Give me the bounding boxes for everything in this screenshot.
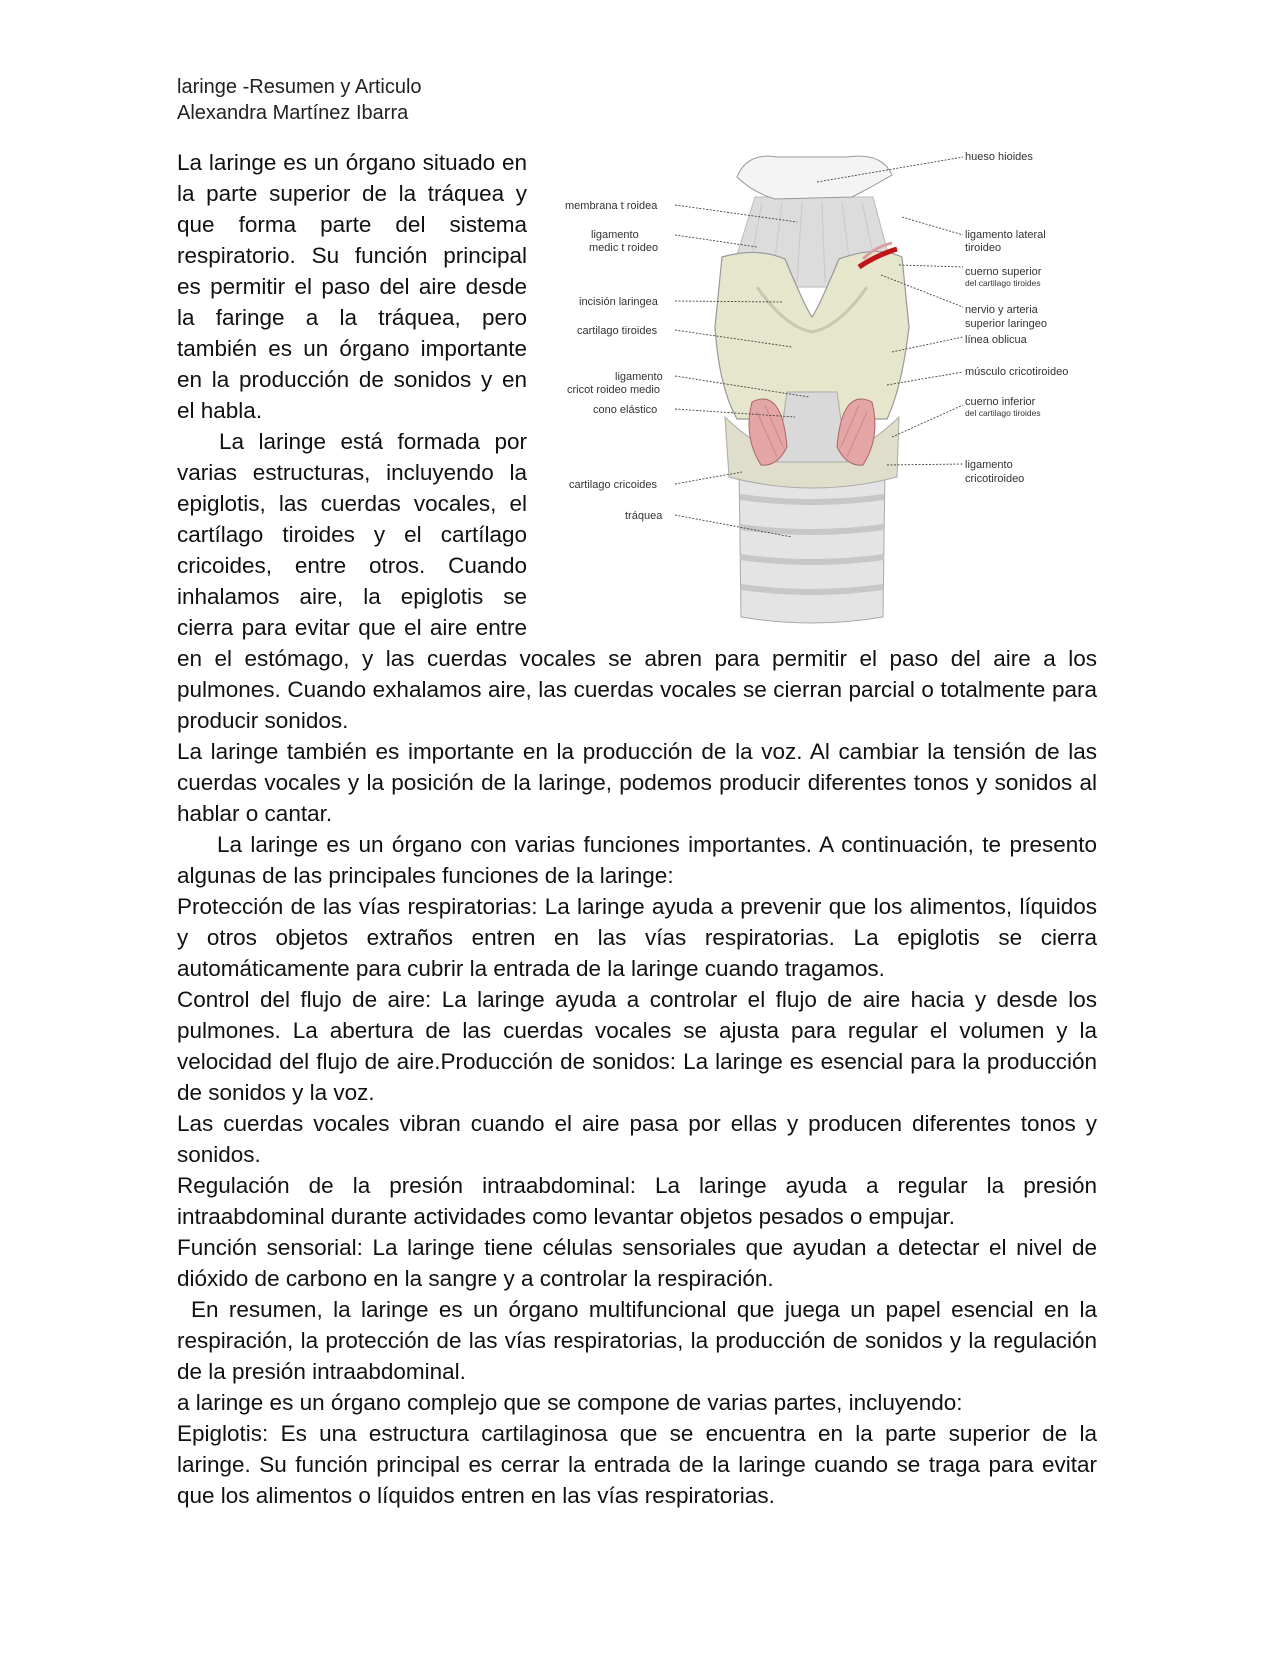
paragraph-9: Función sensorial: La laringe tiene células sensoriales que ayudan a detectar el nivel de dióxido de carbono en la sangre y a controlar la respiración. <box>177 1235 1097 1291</box>
label-nervio-2: superior laringeo <box>965 318 1047 330</box>
larynx-figure <box>547 147 1097 635</box>
label-musculo: músculo cricotiroideo <box>965 366 1069 378</box>
label-cuerno-inferior-2: del cartilago tiroides <box>965 408 1041 418</box>
label-ligamento-medio-2: medic t roideo <box>589 242 659 254</box>
label-membrana-tiroidea: membrana t roidea <box>565 200 658 212</box>
paragraph-11: a laringe es un órgano complejo que se compone de varias partes, incluyendo: <box>177 1390 963 1415</box>
label-ligamento-medio-1: ligamento <box>591 229 639 241</box>
label-nervio-1: nervio y arteria <box>965 304 1038 316</box>
label-ligamento-lateral-1: ligamento lateral <box>965 229 1046 241</box>
document-author: Alexandra Martínez Ibarra <box>177 102 409 124</box>
hyoid-bone-shape <box>737 156 892 199</box>
document-header <box>177 74 422 126</box>
trachea-shape <box>739 467 885 623</box>
paragraph-12: Epiglotis: Es una estructura cartilaginosa que se encuentra en la parte superior de la laringe. Su función principal es cerrar la entrada de la laringe cuando se traga para evitar que los alimentos o líquidos entren en las vías respiratorias. <box>177 1421 1097 1508</box>
label-lig-crico-1: ligamento <box>615 371 663 383</box>
larynx-illustration <box>547 147 1097 635</box>
paragraph-10: En resumen, la laringe es un órgano multifuncional que juega un papel esencial en la respiración, la protección de las vías respiratorias, la producción de sonidos y la regulación de la presión intraabdominal. <box>177 1297 1097 1384</box>
label-traquea: tráquea <box>625 510 663 522</box>
label-ligamento-lateral-2: tiroideo <box>965 242 1002 254</box>
label-lig-crico-2: cricot roideo medio <box>567 384 660 396</box>
label-cuerno-superior-2: del cartilago tiroides <box>965 278 1041 288</box>
paragraph-2: La laringe está formada por varias estructuras, incluyendo la epiglotis, las cuerdas vocales, el cartílago tiroides y el cartílago cricoides, entre otros. Cuando inhalamos aire, la epiglotis se cierra para evitar que el aire entre en el estómago, y las cuerdas vocales se abren para permitir el paso del aire a los pulmones. Cuando exhalamos aire, las cuerdas vocales se cierran parcial o totalmente para producir sonidos. <box>177 429 1097 733</box>
paragraph-8: Regulación de la presión intraabdominal: La laringe ayuda a regular la presión intraabdominal durante actividades como levantar objetos pesados o empujar. <box>177 1173 1097 1229</box>
paragraph-6: Control del flujo de aire: La laringe ayuda a controlar el flujo de aire hacia y desde los pulmones. La abertura de las cuerdas vocales se ajusta para regular el volumen y la velocidad del flujo de aire.Producción de sonidos: La laringe es esencial para la producción de sonidos y la voz. <box>177 987 1097 1105</box>
label-lig-cricotraqueal-1: ligamento <box>965 459 1013 471</box>
paragraph-5: Protección de las vías respiratorias: La laringe ayuda a prevenir que los alimentos, líquidos y otros objetos extraños entren en las vías respiratorias. La epiglotis se cierra automáticamente para cubrir la entrada de la laringe cuando tragamos. <box>177 894 1097 981</box>
label-incision: incisión laringea <box>579 296 658 308</box>
label-cuerno-inferior-1: cuerno inferior <box>965 396 1036 408</box>
paragraph-3: La laringe también es importante en la producción de la voz. Al cambiar la tensión de las cuerdas vocales y la posición de la laringe, podemos producir diferentes tonos y sonidos al hablar o cantar. <box>177 739 1097 826</box>
paragraph-1: La laringe es un órgano situado en la parte superior de la tráquea y que forma parte del sistema respiratorio. Su función principal es permitir el paso del aire desde la faringe a la tráquea, pero también es un órgano importante en la producción de sonidos y en el habla. <box>177 150 527 423</box>
label-cartilago-tiroides: cartilago tiroides <box>577 325 658 337</box>
paragraph-4: La laringe es un órgano con varias funciones importantes. A continuación, te presento algunas de las principales funciones de la laringe: <box>177 832 1097 888</box>
document-title: laringe -Resumen y Articulo <box>177 76 422 98</box>
cricothyroid-ligament-shape <box>777 392 847 462</box>
paragraph-7: Las cuerdas vocales vibran cuando el aire pasa por ellas y producen diferentes tonos y sonidos. <box>177 1111 1097 1167</box>
label-linea-oblicua: línea oblicua <box>965 334 1027 346</box>
document-body <box>177 147 1097 1511</box>
label-cono-elastico: cono elástico <box>593 404 658 416</box>
label-lig-cricotraqueal-2: cricotiroideo <box>965 473 1025 485</box>
label-hueso-hioides: hueso hioides <box>965 151 1033 163</box>
label-cuerno-superior-1: cuerno superior <box>965 266 1042 278</box>
label-cartilago-cricoides: cartilago cricoides <box>569 479 658 491</box>
